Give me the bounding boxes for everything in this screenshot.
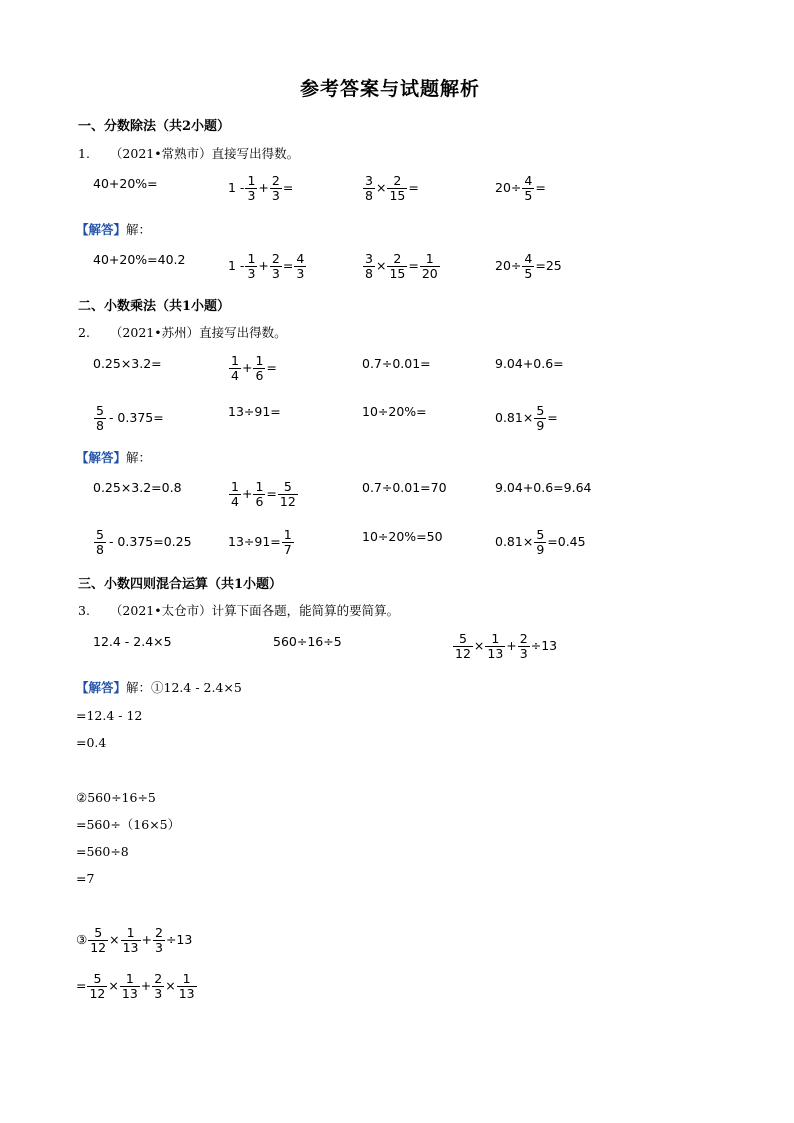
question-number: 1. [78,146,90,161]
fraction: $\frac{1}{13}$ [121,971,138,1001]
operator: + [140,978,152,994]
solution-step: =560÷（16×5） [76,817,181,832]
expr-text: 13÷91= [228,534,281,550]
operator: = [408,180,419,196]
answer-prefix: 解： [126,450,152,465]
solution-step [76,972,198,1001]
q2-problem-r2c1 [93,404,164,433]
q1-problem-4 [495,174,546,203]
operator: + [258,258,269,274]
fraction: $\frac{1}{13}$ [487,631,504,661]
fraction: $\frac{1}{3}$ [247,173,256,203]
fraction: $\frac{2}{3}$ [271,251,280,281]
q1-answer-4 [495,252,562,281]
expr-text: 20÷ [495,180,522,196]
fraction: $\frac{5}{9}$ [536,527,545,557]
q2-answer-r1c3: 0.7÷0.01=70 [362,480,447,495]
fraction: $\frac{2}{3}$ [155,925,163,955]
operator: + [241,486,253,502]
fraction: $\frac{5}{12}$ [90,925,107,955]
q2-problem-r1c4: 9.04+0.6= [495,356,564,371]
expr-text: 1 - [228,180,245,196]
expr-text: 1 - [228,258,245,274]
operator: + [258,180,269,196]
operator: = [266,360,277,376]
fraction: $\frac{4}{5}$ [524,173,533,203]
answer-label-2 [76,452,151,465]
fraction: $\frac{2}{3}$ [154,971,163,1001]
question-text: （2021•太仓市）计算下面各题，能简算的要简算。 [109,603,400,618]
q1-problem-1: 40+20%= [93,176,158,191]
q2-problem-r1c1: 0.25×3.2= [93,356,162,371]
question-number: 2. [78,325,90,340]
section-heading-2: 二、小数乘法（共1小题） [78,299,231,314]
fraction: $\frac{1}{4}$ [231,479,239,509]
fraction: $\frac{3}{8}$ [365,251,373,281]
fraction: $\frac{1}{3}$ [247,251,256,281]
operator: + [506,638,517,654]
q1-problem-2 [228,174,293,203]
fraction: $\frac{2}{15}$ [389,173,406,203]
question-text: （2021•常熟市）直接写出得数。 [109,146,300,161]
operator: + [141,932,152,948]
expr-text: 0.81× [495,534,534,550]
fraction: $\frac{5}{12}$ [455,631,471,661]
fraction: $\frac{1}{4}$ [231,353,239,383]
fraction: $\frac{3}{8}$ [365,173,373,203]
q1-answer-1: 40+20%=40.2 [93,252,186,267]
expr-text: 20÷ [495,258,522,274]
fraction: $\frac{5}{8}$ [96,403,104,433]
section-heading-1: 一、分数除法（共2小题） [78,119,231,134]
solution-step: =12.4 - 12 [76,708,143,723]
q2-answer-r2c3: 10÷20%=50 [362,529,443,544]
operator: = [76,978,87,994]
solution-step [76,926,192,955]
operator: × [375,258,387,274]
solution-step: =7 [76,871,95,886]
expr-text: ÷13 [165,932,193,948]
operator: × [165,978,176,994]
fraction: $\frac{1}{20}$ [421,251,438,281]
expr-text: - 0.375=0.25 [108,534,192,550]
q2-answer-r1c1: 0.25×3.2=0.8 [93,480,182,495]
fraction: $\frac{5}{12}$ [279,479,296,509]
fraction: $\frac{4}{5}$ [524,251,533,281]
q2-problem-r2c2: 13÷91= [228,404,281,419]
answer-label-3 [76,682,242,695]
question-text: （2021•苏州）直接写出得数。 [109,325,287,340]
q2-answer-r1c2 [228,480,299,509]
fraction: $\frac{5}{8}$ [96,527,104,557]
answer-tag: 【解答】 [76,680,127,695]
q1-answer-3 [362,252,441,281]
operator: + [241,360,253,376]
q3-problem-2: 560÷16÷5 [273,634,342,649]
q2-problem-r1c2 [228,354,277,383]
operator: × [473,638,485,654]
expr-text: - 0.375= [108,410,164,426]
q2-answer-r2c2 [228,528,295,557]
operator: = [266,486,277,502]
question-number: 3. [78,603,90,618]
fraction: $\frac{4}{3}$ [296,251,305,281]
page-title: 参考答案与试题解析 [300,78,481,100]
q2-answer-r2c1 [93,528,192,557]
expr-text: ÷13 [530,638,558,654]
question-3 [78,605,399,618]
operator: = [408,258,419,274]
fraction: $\frac{5}{9}$ [536,403,545,433]
expr-text: 0.81× [495,410,534,426]
operator: = [282,258,294,274]
result: =0.45 [547,534,586,550]
question-2 [78,327,287,340]
q3-problem-1: 12.4 - 2.4×5 [93,634,172,649]
answer-tag: 【解答】 [76,450,127,465]
q2-answer-r2c4 [495,528,586,557]
operator: × [109,932,120,948]
solution-step: =560÷8 [76,844,129,859]
operator: = [547,410,558,426]
solution-step: ②560÷16÷5 [76,790,156,805]
fraction: $\frac{1}{13}$ [178,971,195,1001]
q2-answer-r1c4: 9.04+0.6=9.64 [495,480,592,495]
fraction: $\frac{2}{3}$ [519,631,528,661]
fraction: $\frac{1}{13}$ [122,925,139,955]
operator: = [282,180,294,196]
fraction: $\frac{5}{12}$ [89,971,106,1001]
operator: × [108,978,119,994]
question-1 [78,148,299,161]
q3-problem-3 [452,632,557,661]
fraction: $\frac{1}{6}$ [255,353,264,383]
answer-tag: 【解答】 [76,222,127,237]
solution-step: =0.4 [76,735,107,750]
fraction: $\frac{2}{15}$ [389,251,406,281]
q1-problem-3 [362,174,419,203]
section-heading-3: 三、小数四则混合运算（共1小题） [78,577,283,592]
fraction: $\frac{2}{3}$ [271,173,280,203]
q2-problem-r1c3: 0.7÷0.01= [362,356,431,371]
operator: × [375,180,387,196]
q2-problem-r2c3: 10÷20%= [362,404,427,419]
answer-prefix: 解：①12.4 - 2.4×5 [126,680,242,695]
operator: = [535,180,546,196]
q2-problem-r2c4 [495,404,558,433]
step-marker: ③ [76,932,88,948]
answer-prefix: 解： [126,222,152,237]
fraction: $\frac{1}{7}$ [283,527,292,557]
fraction: $\frac{1}{6}$ [255,479,264,509]
q1-answer-2 [228,252,307,281]
result: =25 [535,258,562,274]
answer-label-1 [76,224,151,237]
